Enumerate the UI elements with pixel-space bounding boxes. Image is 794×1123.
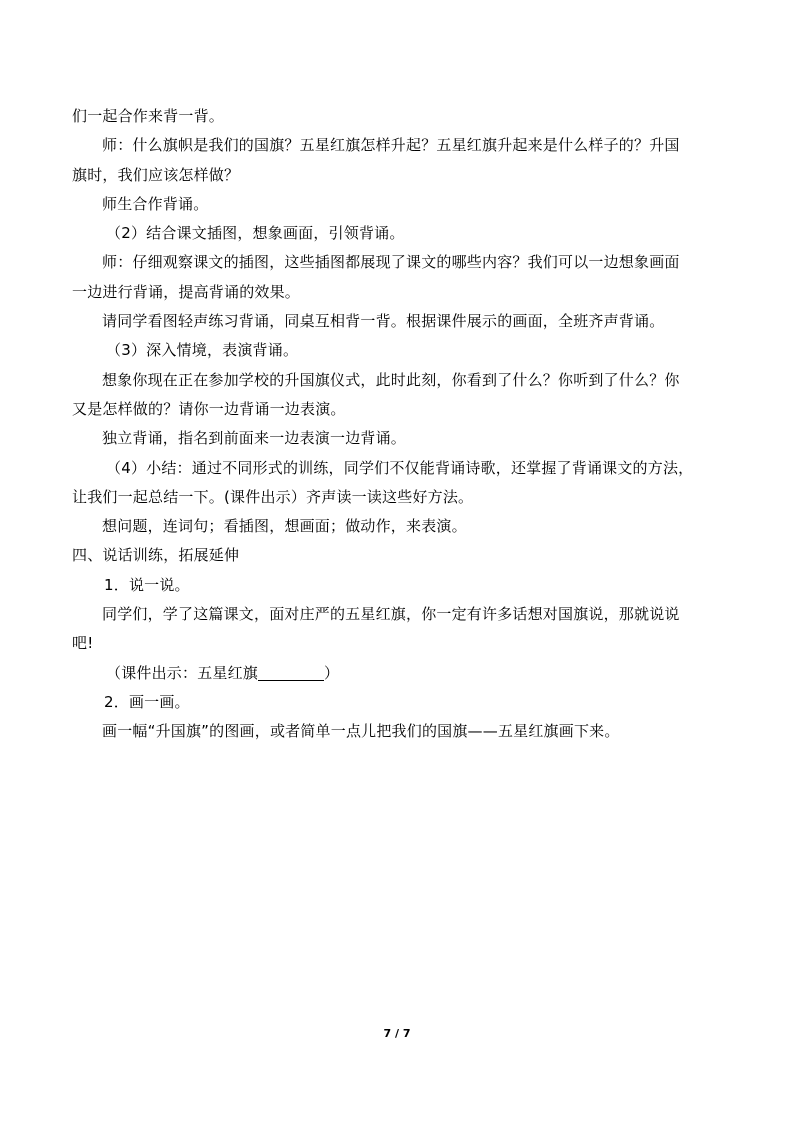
paragraph-line: （4）小结：通过不同形式的训练，同学们不仅能背诵诗歌，还掌握了背诵课文的方法， — [106, 458, 694, 477]
courseware-prompt-text: （课件出示：五星红旗 — [106, 663, 259, 682]
paragraph-line: 独立背诵，指名到前面来一边表演一边背诵。 — [102, 429, 407, 448]
paragraph-line: 吧! — [72, 634, 94, 653]
paragraph-line: 画一幅“升国旗”的图画，或者简单一点儿把我们的国旗——五星红旗画下来。 — [102, 722, 620, 741]
paragraph-line: 想问题，连词句；看插图，想画面；做动作，来表演。 — [102, 517, 467, 536]
document-body — [72, 102, 722, 747]
paragraph-line: 师生合作背诵。 — [102, 194, 209, 213]
paragraph-line: 们一起合作来背一背。 — [72, 107, 225, 125]
paragraph-line: 请同学看图轻声练习背诵，同桌互相背一背。根据课件展示的画面，全班齐声背诵。 — [102, 312, 665, 331]
subsection-heading: 1．说一说。 — [104, 575, 190, 594]
page-number: 7 / 7 — [383, 1027, 411, 1040]
paragraph-line: 又是怎样做的？请你一边背诵一边表演。 — [72, 399, 346, 418]
paragraph-line: 旗时，我们应该怎样做？ — [72, 165, 240, 184]
section-heading: 四、说话训练，拓展延伸 — [72, 546, 240, 565]
paragraph-line: （3）深入情境，表演背诵。 — [106, 341, 299, 360]
paragraph-line: 师：什么旗帜是我们的国旗？五星红旗怎样升起？五星红旗升起来是什么样子的？升国 — [102, 136, 680, 155]
paragraph-line: （2）结合课文插图，想象画面，引领背诵。 — [106, 224, 405, 243]
courseware-prompt-line — [72, 659, 722, 688]
paragraph-line: 让我们一起总结一下。(课件出示）齐声读一读这些好方法。 — [72, 487, 474, 506]
paragraph-line: 一边进行背诵，提高背诵的效果。 — [72, 282, 301, 301]
paragraph-line: 师：仔细观察课文的插图，这些插图都展现了课文的哪些内容？我们可以一边想象画面 — [102, 253, 680, 272]
paragraph-line: 同学们，学了这篇课文，面对庄严的五星红旗，你一定有许多话想对国旗说，那就说说 — [102, 605, 680, 624]
subsection-heading: 2．画一画。 — [104, 692, 190, 711]
paragraph-line: 想象你现在正在参加学校的升国旗仪式，此时此刻，你看到了什么？你听到了什么？你 — [102, 370, 680, 389]
fill-in-blank — [258, 664, 324, 681]
closing-paren: ） — [324, 663, 340, 682]
